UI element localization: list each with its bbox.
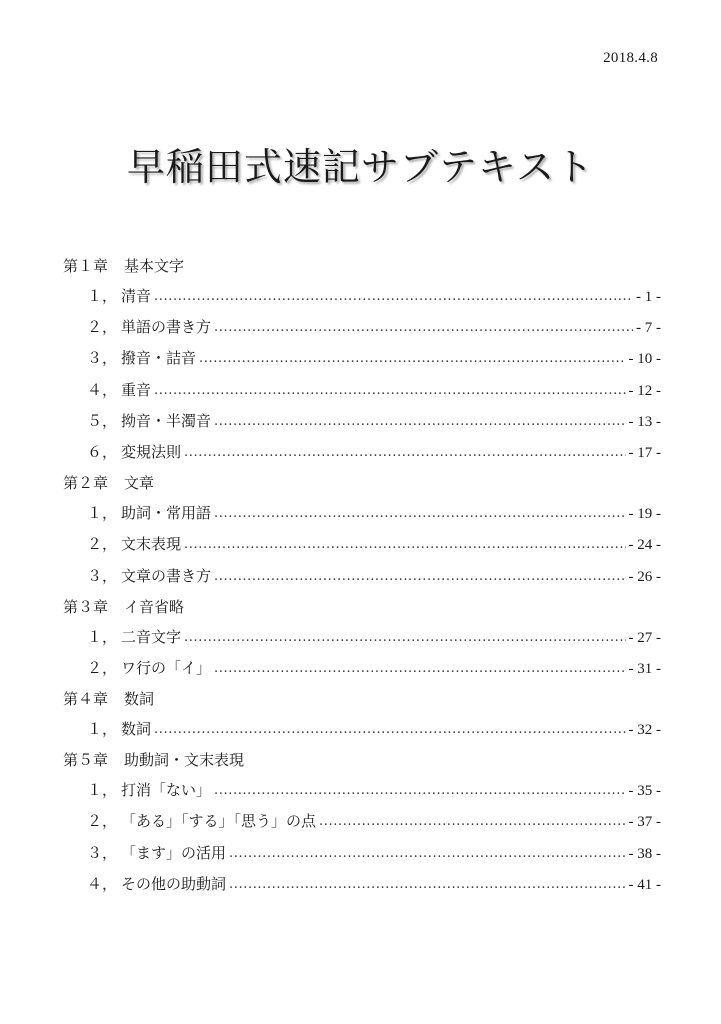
dot-leader bbox=[214, 311, 633, 343]
entry-label: 数詞 bbox=[121, 720, 152, 739]
document-title: 早稲田式速記サブテキスト bbox=[126, 145, 595, 189]
entry-label: 清音 bbox=[121, 287, 152, 305]
dot-leader bbox=[229, 868, 625, 900]
entry-label: ワ行の「イ」 bbox=[121, 658, 212, 677]
entry-number: ３， bbox=[87, 349, 118, 368]
toc-entry[interactable] bbox=[63, 622, 661, 653]
chapter-title: 基本文字 bbox=[124, 257, 185, 275]
chapter-number: 第２章 bbox=[63, 474, 109, 493]
toc-chapter-heading[interactable] bbox=[63, 684, 661, 714]
dot-leader bbox=[229, 837, 625, 869]
entry-page-number: - 19 - bbox=[628, 506, 661, 523]
entry-number: １， bbox=[87, 287, 118, 305]
entry-number: ４， bbox=[87, 874, 118, 893]
entry-number: ４， bbox=[87, 380, 118, 399]
toc-entry[interactable] bbox=[63, 312, 661, 343]
entry-label: その他の助動詞 bbox=[121, 874, 227, 893]
entry-number: １， bbox=[87, 720, 118, 739]
entry-label: 文章の書き方 bbox=[121, 566, 212, 585]
toc-entry[interactable] bbox=[63, 775, 661, 806]
entry-page-number: - 37 - bbox=[628, 814, 661, 831]
entry-label: 文末表現 bbox=[121, 535, 182, 554]
entry-number: ６， bbox=[87, 442, 118, 461]
entry-number: １， bbox=[87, 627, 118, 646]
entry-page-number: - 1 - bbox=[636, 289, 661, 305]
entry-page-number: - 13 - bbox=[628, 413, 661, 430]
chapter-number: 第５章 bbox=[63, 751, 109, 770]
document-date: 2018.4.8 bbox=[603, 50, 658, 66]
entry-number: ３， bbox=[87, 566, 118, 585]
entry-label: 撥音・詰音 bbox=[121, 349, 197, 368]
dot-leader bbox=[214, 560, 625, 592]
chapter-number: 第１章 bbox=[63, 257, 109, 275]
chapter-number: 第３章 bbox=[63, 597, 109, 616]
toc-chapter-heading[interactable] bbox=[63, 251, 661, 281]
entry-page-number: - 12 - bbox=[628, 382, 661, 399]
dot-leader bbox=[214, 774, 625, 806]
dot-leader bbox=[199, 342, 625, 374]
table-of-contents bbox=[63, 251, 661, 900]
entry-page-number: - 32 - bbox=[628, 722, 661, 739]
toc-entry[interactable] bbox=[63, 437, 661, 468]
entry-number: １， bbox=[87, 504, 118, 523]
dot-leader bbox=[184, 528, 625, 560]
entry-page-number: - 10 - bbox=[628, 351, 661, 368]
toc-entry[interactable] bbox=[63, 869, 661, 900]
toc-entry[interactable] bbox=[63, 281, 661, 312]
dot-leader bbox=[319, 805, 625, 837]
chapter-title: 助動詞・文末表現 bbox=[124, 751, 245, 770]
toc-entry[interactable] bbox=[63, 838, 661, 869]
entry-number: ５， bbox=[87, 411, 118, 430]
dot-leader bbox=[214, 497, 625, 529]
toc-chapter-heading[interactable] bbox=[63, 468, 661, 498]
dot-leader bbox=[154, 280, 633, 312]
entry-page-number: - 27 - bbox=[628, 629, 661, 646]
entry-number: ２， bbox=[87, 318, 118, 337]
entry-label: 「ある」「する」「思う」の点 bbox=[121, 812, 317, 831]
entry-number: １， bbox=[87, 781, 118, 800]
chapter-title: 文章 bbox=[124, 474, 155, 493]
entry-page-number: - 7 - bbox=[636, 320, 661, 337]
entry-page-number: - 17 - bbox=[628, 444, 661, 461]
chapter-title: 数詞 bbox=[124, 690, 155, 709]
dot-leader bbox=[214, 652, 625, 684]
entry-label: 拗音・半濁音 bbox=[121, 411, 212, 430]
dot-leader bbox=[154, 713, 625, 745]
entry-page-number: - 35 - bbox=[628, 783, 661, 800]
toc-entry[interactable] bbox=[63, 498, 661, 529]
toc-entry[interactable] bbox=[63, 406, 661, 437]
entry-number: ２， bbox=[87, 812, 118, 831]
entry-label: 助詞・常用語 bbox=[121, 504, 212, 523]
entry-number: ２， bbox=[87, 658, 118, 677]
toc-entry[interactable] bbox=[63, 714, 661, 745]
chapter-title: イ音省略 bbox=[124, 597, 185, 616]
entry-page-number: - 38 - bbox=[628, 845, 661, 862]
entry-number: ３， bbox=[87, 843, 118, 862]
entry-label: 打消「ない」 bbox=[121, 781, 212, 800]
entry-label: 「ます」の活用 bbox=[121, 843, 227, 862]
entry-number: ２， bbox=[87, 535, 118, 554]
entry-page-number: - 24 - bbox=[628, 537, 661, 554]
dot-leader bbox=[184, 436, 625, 468]
toc-chapter-heading[interactable] bbox=[63, 592, 661, 622]
entry-label: 重音 bbox=[121, 380, 152, 399]
toc-entry[interactable] bbox=[63, 561, 661, 592]
entry-label: 変規法則 bbox=[121, 442, 182, 461]
entry-label: 単語の書き方 bbox=[121, 318, 212, 337]
entry-page-number: - 31 - bbox=[628, 660, 661, 677]
toc-entry[interactable] bbox=[63, 653, 661, 684]
toc-entry[interactable] bbox=[63, 806, 661, 837]
toc-entry[interactable] bbox=[63, 375, 661, 406]
entry-label: 二音文字 bbox=[121, 627, 182, 646]
chapter-number: 第４章 bbox=[63, 690, 109, 709]
dot-leader bbox=[184, 621, 625, 653]
entry-page-number: - 26 - bbox=[628, 568, 661, 585]
toc-entry[interactable] bbox=[63, 529, 661, 560]
dot-leader bbox=[214, 405, 625, 437]
toc-entry[interactable] bbox=[63, 343, 661, 374]
entry-page-number: - 41 - bbox=[628, 876, 661, 893]
toc-chapter-heading[interactable] bbox=[63, 745, 661, 775]
dot-leader bbox=[154, 374, 625, 406]
